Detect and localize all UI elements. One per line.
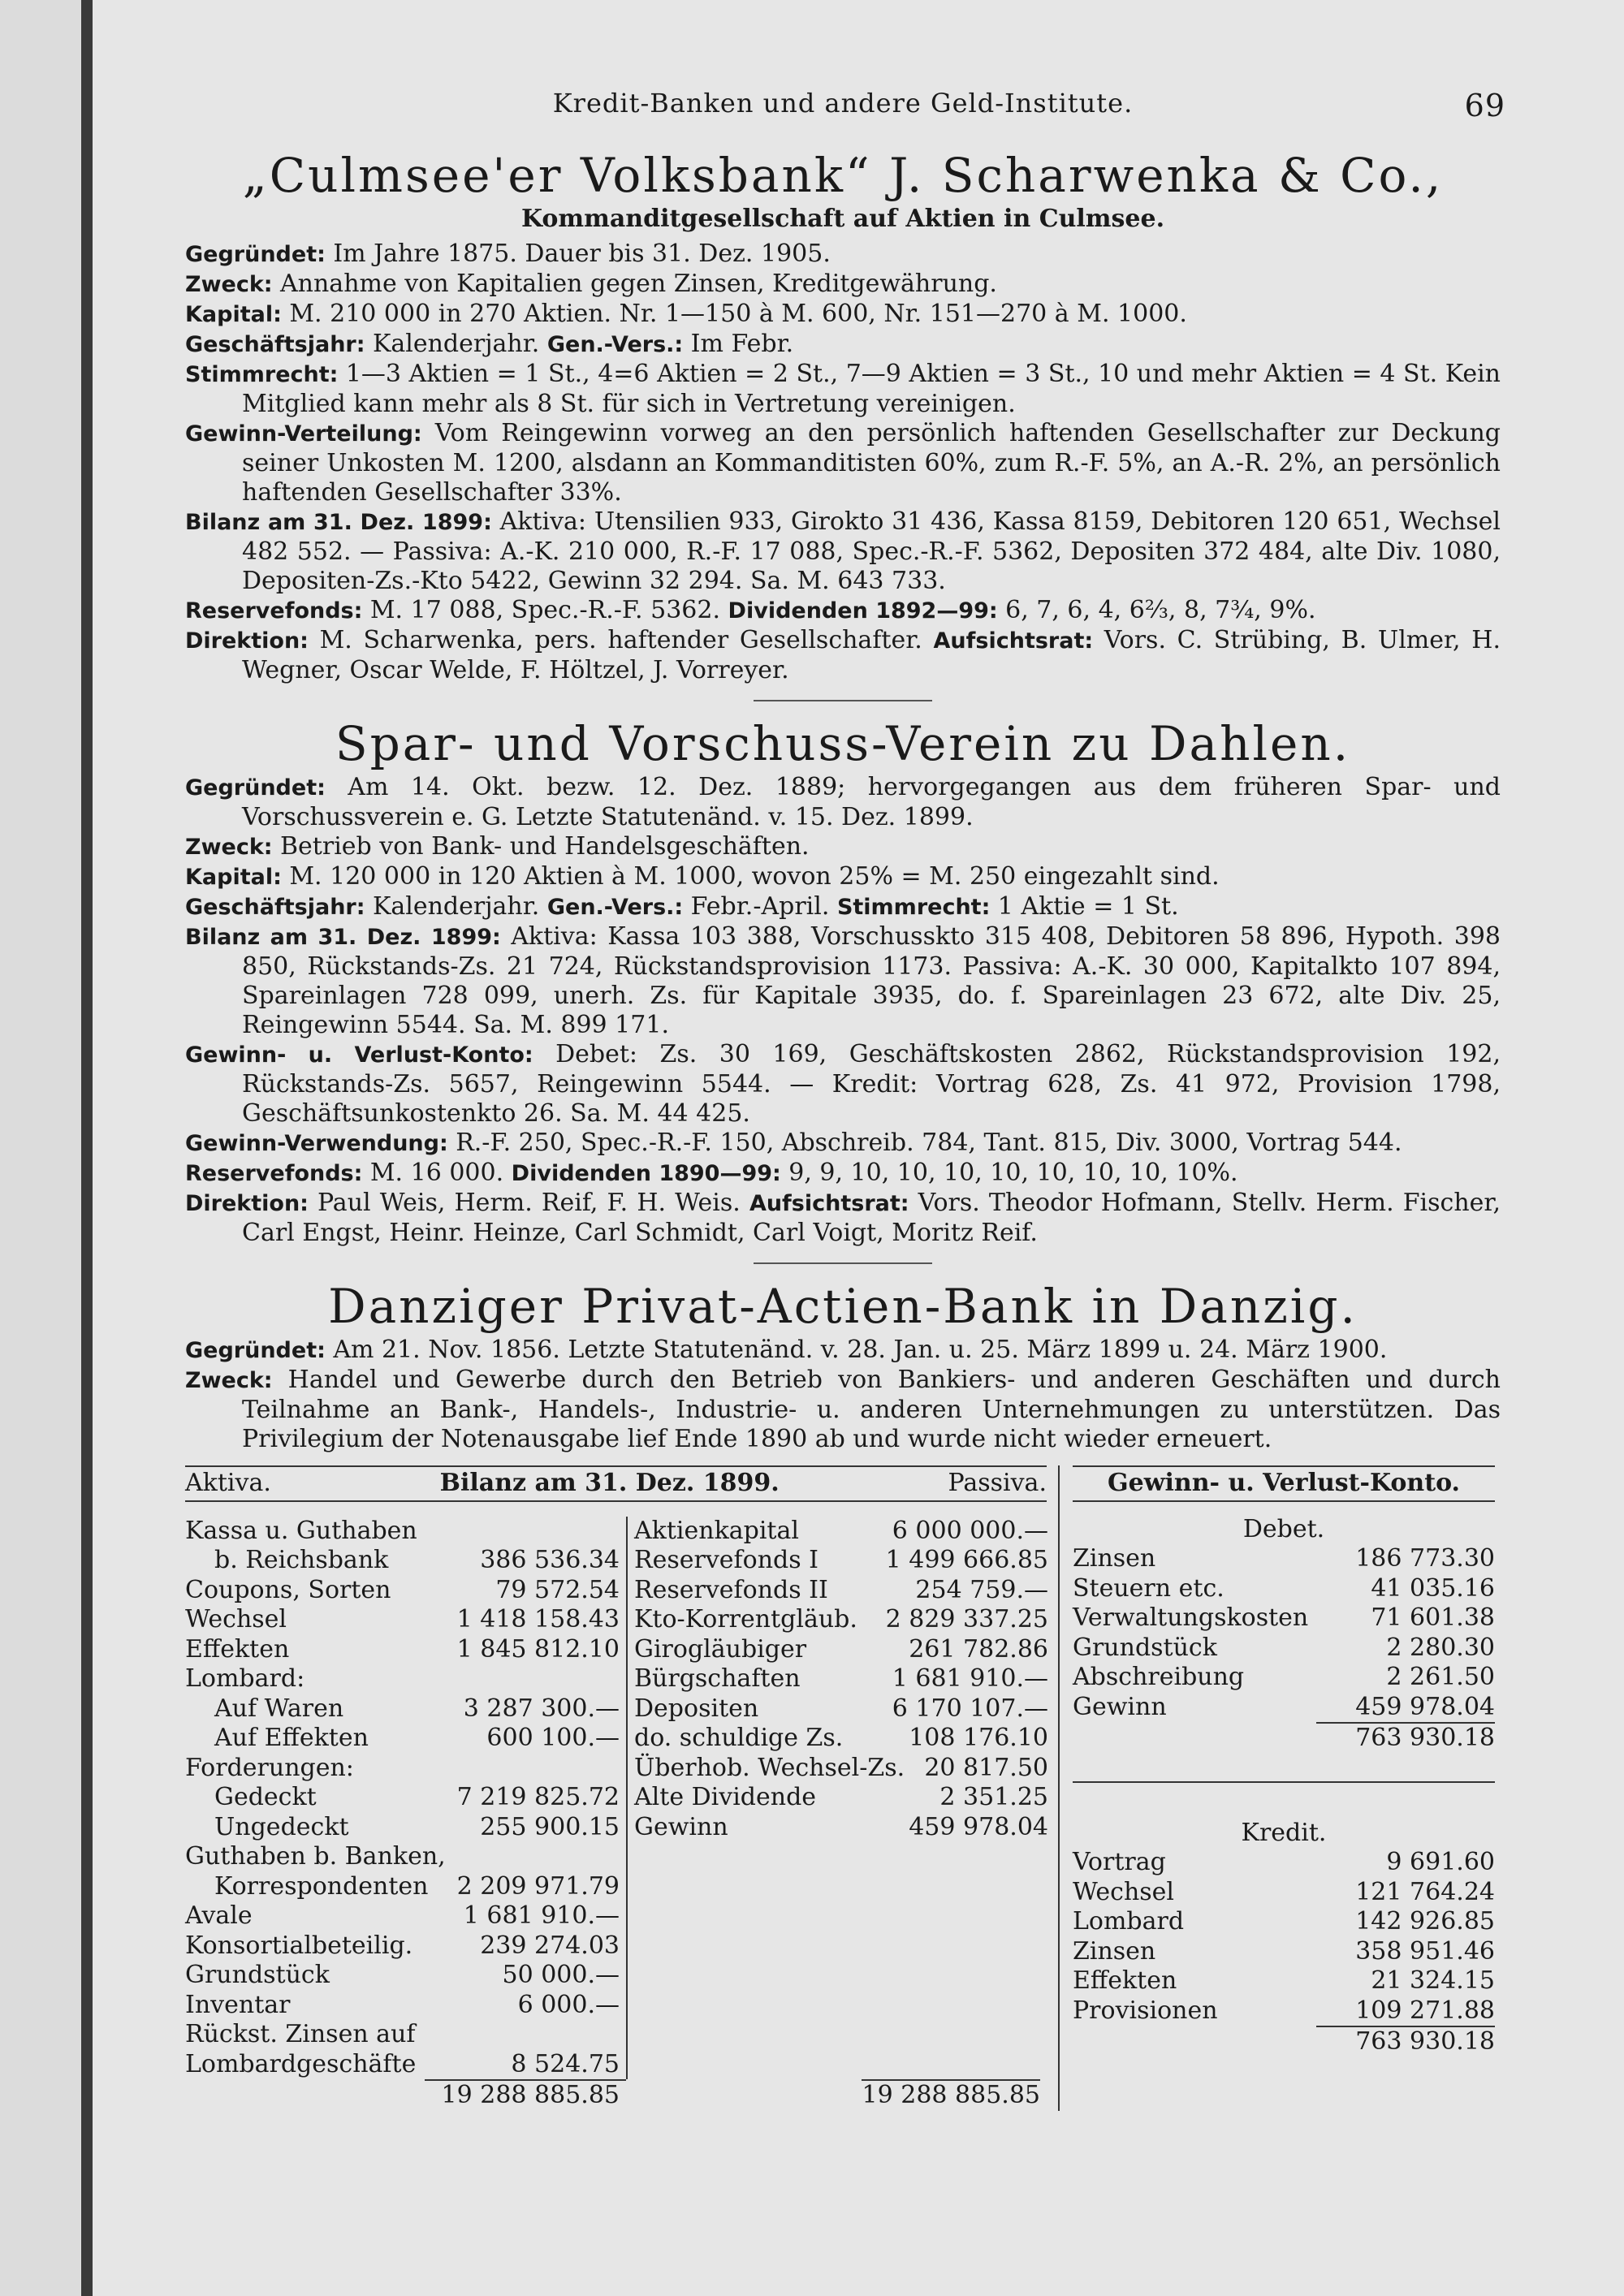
entry-line [185, 892, 1501, 922]
entry-line [185, 507, 1501, 596]
ledger-row [185, 1546, 620, 1576]
ledger-item: Inventar [185, 1990, 291, 2019]
ledger-item: Ungedeckt [214, 1812, 349, 1841]
entry-label: Geschäftsjahr: [185, 895, 373, 920]
ledger-row [1073, 1603, 1495, 1634]
ledger-value: 2 209 971.79 [456, 1871, 620, 1901]
ledger-row [185, 1576, 620, 1606]
kredit-label: Kredit. [1241, 1818, 1327, 1847]
entry-line [185, 922, 1501, 1040]
balance-title: Bilanz am 31. Dez. 1899. [439, 1469, 780, 1497]
entry-label: Zweck: [185, 1368, 288, 1393]
ledger-row [634, 1724, 1048, 1754]
ledger-item: Rückst. Zinsen auf [185, 2020, 416, 2048]
entry-text: Paul Weis, Herm. Reif, F. H. Weis. [317, 1189, 749, 1217]
ledger-row [634, 1813, 1048, 1843]
ledger-value: 2 261.50 [1386, 1663, 1495, 1691]
entry-line [185, 240, 1501, 270]
ledger-item: Überhob. Wechsel-Zs. [634, 1753, 905, 1782]
ledger-item: Gedeckt [214, 1783, 317, 1811]
ledger-value: 2 280.30 [1386, 1633, 1495, 1662]
ledger-value: 6 170 107.— [892, 1694, 1048, 1723]
entry-text: Betrieb von Bank- und Handelsgeschäften. [280, 832, 810, 861]
passiva-total: 19 288 885.85 [862, 2081, 1040, 2109]
entry-label: Gewinn-Verteilung: [185, 421, 435, 447]
ledger-item: Verwaltungskosten [1073, 1603, 1309, 1632]
ledger-value: 71 601.38 [1371, 1603, 1495, 1632]
ledger-item: Provisionen [1073, 1996, 1218, 2025]
ledger-row [185, 1664, 620, 1694]
entry-line [185, 1189, 1501, 1248]
ledger-value: 1 499 666.85 [885, 1546, 1048, 1574]
entry-line [185, 1336, 1501, 1366]
entry-text: 1 Aktie = 1 St. [997, 892, 1179, 921]
dahlen-entry [185, 773, 1501, 1248]
kredit-list [1073, 1848, 1495, 2026]
ledger-item: Steuern etc. [1073, 1573, 1224, 1603]
entry-text: 1—3 Aktien = 1 St., 4=6 Aktien = 2 St., 7—9 Aktien = 3 St., 10 und mehr Aktien = 4 St. Kein Mitglied kann mehr als 8 St. für sich in Vertretung vereinigen. [242, 360, 1501, 418]
ledger-row [1073, 1848, 1495, 1878]
ledger-item: Girogläubiger [634, 1634, 807, 1664]
entry-label: Kapital: [185, 865, 290, 890]
ledger-value: 50 000.— [502, 1961, 620, 1989]
ledger-row [185, 1931, 620, 1962]
entry-label: Aufsichtsrat: [933, 628, 1104, 654]
ledger-item: Guthaben b. Banken, [185, 1842, 446, 1871]
entry-label: Gegründet: [185, 1338, 334, 1363]
debet-total: 763 930.18 [1316, 1722, 1495, 1754]
ledger-item: Reservefonds II [634, 1575, 828, 1604]
debet-list [1073, 1544, 1495, 1722]
ledger-row [634, 1546, 1048, 1576]
ledger-item: Vortrag [1073, 1848, 1166, 1876]
ledger-value: 1 681 910.— [892, 1664, 1048, 1693]
balance-section [185, 1465, 1501, 2111]
entry-line [185, 270, 1501, 300]
running-title: Kredit-Banken und andere Geld-Institute. [552, 88, 1134, 119]
entry-line [185, 1159, 1501, 1189]
entry-text: 9, 9, 10, 10, 10, 10, 10, 10, 10, 10%. [788, 1159, 1238, 1187]
ledger-value: 254 759.— [915, 1575, 1048, 1604]
ledger-item: Lombard: [185, 1664, 305, 1693]
ledger-row [185, 1901, 620, 1931]
ledger-value: 2 829 337.25 [885, 1605, 1048, 1634]
ledger-item: Grundstück [1073, 1633, 1217, 1662]
entry-text: M. 210 000 in 270 Aktien. Nr. 1—150 à M. 600, Nr. 151—270 à M. 1000. [289, 300, 1187, 328]
ledger-item: Zinsen [1073, 1936, 1156, 1966]
entry-text: Vors. Theodor Hofmann, Stellv. Herm. Fischer, Carl Engst, Heinr. Heinze, Carl Schmidt, Carl Voigt, Moritz Reif. [242, 1189, 1501, 1247]
ledger-row [1073, 1693, 1495, 1723]
entry-label: Stimmrecht: [185, 362, 346, 387]
ledger-value: 600 100.— [486, 1724, 620, 1752]
entry-text: Febr.-April. [690, 892, 837, 921]
entry-text: M. Scharwenka, pers. haftender Gesellschafter. [319, 626, 934, 654]
ledger-row [1073, 1907, 1495, 1937]
ledger-value: 79 572.54 [495, 1575, 620, 1604]
content [185, 88, 1505, 2111]
ledger-item: Auf Effekten [214, 1724, 369, 1752]
ledger-item: Wechsel [1073, 1877, 1175, 1906]
entry-label: Kapital: [185, 302, 290, 327]
ledger-row [634, 1664, 1048, 1694]
ledger-row [185, 1754, 620, 1784]
ledger-value: 1 845 812.10 [456, 1634, 620, 1664]
passiva-list [628, 1517, 1048, 2080]
ledger-item: Alte Dividende [634, 1783, 817, 1811]
culmsee-entry [185, 240, 1501, 685]
ledger-row [1073, 1634, 1495, 1664]
ledger-row [1073, 1544, 1495, 1574]
aktiva-list [185, 1517, 628, 2080]
ledger-row [1073, 1937, 1495, 1967]
ledger-value: 9 691.60 [1386, 1848, 1495, 1876]
ledger-value: 3 287 300.— [463, 1694, 620, 1723]
entry-label: Gegründet: [185, 775, 348, 801]
entry-label: Bilanz am 31. Dez. 1899: [185, 510, 500, 535]
ledger-value: 108 176.10 [909, 1724, 1048, 1752]
entry-line [185, 832, 1501, 862]
ledger-value: 261 782.86 [909, 1634, 1048, 1664]
entry-label: Zweck: [185, 272, 280, 297]
ledger-item: Abschreibung [1073, 1663, 1245, 1691]
entry-line [185, 1366, 1501, 1454]
ledger-row [634, 1783, 1048, 1813]
ledger-value: 6 000.— [517, 1990, 620, 2019]
passiva-label: Passiva. [948, 1469, 1047, 1497]
entry-text: Aktiva: Kassa 103 388, Vorschusskto 315 408, Debitoren 58 896, Hypoth. 398 850, Rückstands-Zs. 21 724, Rückstandsprovision 1173. Passiva: A.-K. 30 000, Kapitalkto 107 894, Spareinlagen 728 099, unerh. Zs. für Kapitale 3935, do. f. Spareinlagen 23 672, alte Div. 25, Reingewinn 5544. Sa. M. 899 171. [242, 922, 1501, 1039]
entry-text: Im Febr. [690, 330, 794, 358]
entry-line [185, 1129, 1501, 1159]
entry-text: Aktiva: Utensilien 933, Girokto 31 436, Kassa 8159, Debitoren 120 651, Wechsel 482 552. — Passiva: A.-K. 210 000, R.-F. 17 088, Spec.-R.-F. 5362, Depositen 372 484, alte Div. 1080, Depositen-Zs.-Kto 5422, Gewinn 32 294. Sa. M. 643 733. [242, 507, 1501, 595]
entry-line [185, 626, 1501, 685]
entry-line [185, 360, 1501, 419]
ledger-row [185, 1783, 620, 1813]
ledger-item: Bürgschaften [634, 1664, 801, 1693]
ledger-value: 20 817.50 [924, 1753, 1048, 1782]
danzig-entry [185, 1336, 1501, 1454]
ledger-item: Aktienkapital [634, 1516, 799, 1545]
ledger-row [185, 1724, 620, 1754]
ledger-item: Konsortialbeteilig. [185, 1931, 413, 1960]
guv-title: Gewinn- u. Verlust-Konto. [1073, 1465, 1495, 1502]
entry-text: Am 14. Okt. bezw. 12. Dez. 1889; hervorgegangen aus dem früheren Spar- und Vorschussverein e. G. Letzte Statutenänd. v. 15. Dez. 1899. [242, 773, 1501, 831]
culmsee-title: „Culmsee'er Volksbank“ J. Scharwenka & Co., [242, 148, 1444, 203]
entry-text: M. 120 000 in 120 Aktien à M. 1000, wovon 25% = M. 250 eingezahlt sind. [289, 862, 1220, 891]
entry-label: Aufsichtsrat: [749, 1191, 918, 1216]
entry-label: Direktion: [185, 1191, 317, 1216]
ledger-row [634, 1694, 1048, 1724]
entry-label: Reservefonds: [185, 1161, 370, 1186]
ledger-item: Gewinn [1073, 1692, 1167, 1721]
entry-label: Bilanz am 31. Dez. 1899: [185, 925, 512, 950]
ledger-item: Wechsel [185, 1605, 287, 1634]
balance-sheet [185, 1465, 1060, 2111]
ledger-row [1073, 1996, 1495, 2026]
ledger-value: 255 900.15 [480, 1812, 620, 1841]
ledger-value: 7 219 825.72 [456, 1783, 620, 1811]
ledger-row [185, 1605, 620, 1635]
ledger-row [185, 1961, 620, 1991]
ledger-item: b. Reichsbank [214, 1546, 389, 1574]
ledger-item: Reservefonds I [634, 1546, 819, 1574]
ledger-row [185, 1517, 620, 1547]
ledger-row [185, 1813, 620, 1843]
page-number: 69 [1464, 88, 1505, 123]
entry-text: Am 21. Nov. 1856. Letzte Statutenänd. v. 28. Jan. u. 25. März 1899 u. 24. März 1900. [333, 1336, 1388, 1364]
entry-line [185, 419, 1501, 507]
ledger-value: 358 951.46 [1355, 1936, 1495, 1966]
entry-label: Gewinn-Verwendung: [185, 1131, 456, 1156]
ledger-item: Depositen [634, 1694, 759, 1723]
entry-label: Dividenden 1890—99: [511, 1161, 789, 1186]
ledger-row [634, 1576, 1048, 1606]
entry-text: Vom Reingewinn vorweg an den persönlich haftenden Gesellschafter zur Deckung seiner Unkosten M. 1200, alsdann an Kommanditisten 60%, zum R.-F. 5%, an A.-R. 2%, an persönlich haftenden Gesellschafter 33%. [242, 419, 1501, 507]
culmsee-subtitle: Kommanditgesellschaft auf Aktien in Culmsee. [520, 205, 1165, 233]
guv-account [1060, 1465, 1495, 2111]
entry-label: Stimmrecht: [836, 895, 998, 920]
entry-text: M. 17 088, Spec.-R.-F. 5362. [369, 596, 728, 624]
ledger-item: Gewinn [634, 1812, 728, 1841]
entry-label: Gen.-Vers.: [546, 895, 691, 920]
ledger-row [185, 2050, 620, 2080]
ledger-row [634, 1605, 1048, 1635]
entry-line [185, 862, 1501, 892]
ledger-value: 186 773.30 [1355, 1544, 1495, 1573]
ledger-item: Effekten [1073, 1966, 1177, 1995]
entry-label: Gen.-Vers.: [546, 332, 691, 357]
divider [754, 700, 932, 701]
entry-label: Gewinn- u. Verlust-Konto: [185, 1042, 556, 1068]
entry-text: Kalenderjahr. [372, 892, 547, 921]
ledger-value: 121 764.24 [1355, 1877, 1495, 1906]
ledger-item: Effekten [185, 1634, 290, 1664]
entry-label: Reservefonds: [185, 598, 370, 624]
ledger-row [1073, 1663, 1495, 1693]
entry-text: Im Jahre 1875. Dauer bis 31. Dez. 1905. [333, 240, 831, 268]
aktiva-total: 19 288 885.85 [425, 2079, 626, 2111]
ledger-value: 41 035.16 [1371, 1573, 1495, 1603]
ledger-value: 1 681 910.— [463, 1901, 620, 1930]
ledger-value: 1 418 158.43 [456, 1605, 620, 1634]
ledger-value: 109 271.88 [1355, 1996, 1495, 2025]
debet-label: Debet. [1242, 1514, 1325, 1543]
running-header [185, 88, 1505, 127]
ledger-item: Avale [185, 1901, 253, 1930]
ledger-row [185, 1872, 620, 1902]
ledger-row [1073, 1574, 1495, 1604]
ledger-item: Lombardgeschäfte [185, 2049, 417, 2078]
entry-text: 6, 7, 6, 4, 6⅔, 8, 7¾, 9%. [1005, 596, 1316, 624]
entry-line [185, 596, 1501, 626]
ledger-item: Zinsen [1073, 1544, 1156, 1573]
entry-line [185, 300, 1501, 330]
ledger-value: 6 000 000.— [892, 1516, 1048, 1545]
ledger-row [1073, 1966, 1495, 1996]
ledger-item: do. schuldige Zs. [634, 1724, 844, 1752]
entry-text: Annahme von Kapitalien gegen Zinsen, Kreditgewährung. [280, 270, 997, 298]
entry-label: Gegründet: [185, 242, 334, 267]
entry-line [185, 773, 1501, 832]
ledger-row [634, 1635, 1048, 1665]
entry-label: Dividenden 1892—99: [728, 598, 1006, 624]
ledger-row [1073, 1878, 1495, 1908]
ledger-value: 459 978.04 [909, 1812, 1048, 1841]
entry-label: Direktion: [185, 628, 320, 654]
balance-header [185, 1465, 1047, 1502]
ledger-item: Auf Waren [214, 1694, 344, 1723]
ledger-value: 8 524.75 [511, 2049, 620, 2078]
ledger-item: Lombard [1073, 1907, 1185, 1936]
dahlen-title: Spar- und Vorschuss-Verein zu Dahlen. [335, 716, 1351, 771]
ledger-row [185, 1694, 620, 1724]
entry-text: Vors. C. Strübing, B. Ulmer, H. Wegner, Oscar Welde, F. Höltzel, J. Vorreyer. [242, 626, 1501, 684]
entry-line [185, 330, 1501, 360]
entry-text: Handel und Gewerbe durch den Betrieb von Bankiers- und anderen Geschäften und durch Teilnahme an Bank-, Handels-, Industrie- u. anderen Unternehmungen zu unterstützen. Das Privilegium der Notenausgabe lief Ende 1890 ab und wurde nicht wieder erneuert. [242, 1366, 1501, 1453]
ledger-value: 459 978.04 [1355, 1692, 1495, 1721]
ledger-value: 239 274.03 [480, 1931, 620, 1960]
entry-label: Geschäftsjahr: [185, 332, 373, 357]
ledger-item: Kto-Korrentgläub. [634, 1605, 857, 1634]
entry-text: M. 16 000. [369, 1159, 512, 1187]
ledger-value: 21 324.15 [1371, 1966, 1495, 1995]
ledger-item: Kassa u. Guthaben [185, 1516, 417, 1545]
ledger-row [185, 1991, 620, 2021]
entry-text: R.-F. 250, Spec.-R.-F. 150, Abschreib. 784, Tant. 815, Div. 3000, Vortrag 544. [456, 1129, 1402, 1157]
danzig-title: Danziger Privat-Actien-Bank in Danzig. [328, 1279, 1358, 1334]
ledger-item: Coupons, Sorten [185, 1575, 391, 1604]
entry-label: Zweck: [185, 835, 280, 860]
ledger-value: 386 536.34 [480, 1546, 620, 1574]
divider [754, 1262, 932, 1264]
ledger-row [634, 1517, 1048, 1547]
ledger-item: Korrespondenten [214, 1871, 429, 1901]
ledger-item: Grundstück [185, 1961, 330, 1989]
ledger-row [185, 1635, 620, 1665]
entry-text: Kalenderjahr. [372, 330, 547, 358]
entry-text: Debet: Zs. 30 169, Geschäftskosten 2862, Rückstandsprovision 192, Rückstands-Zs. 5657, Reingewinn 5544. — Kredit: Vortrag 628, Zs. 41 972, Provision 1798, Geschäftsunkostenkto 26. Sa. M. 44 425. [242, 1040, 1501, 1128]
kredit-total: 763 930.18 [1316, 2026, 1495, 2057]
ledger-row [185, 2020, 620, 2050]
ledger-value: 142 926.85 [1355, 1907, 1495, 1936]
ledger-value: 2 351.25 [939, 1783, 1048, 1811]
ledger-item: Forderungen: [185, 1753, 354, 1782]
ledger-row [185, 1842, 620, 1872]
book-spine [81, 0, 93, 2296]
ledger-row [634, 1754, 1048, 1784]
entry-line [185, 1040, 1501, 1129]
aktiva-label: Aktiva. [185, 1469, 271, 1497]
